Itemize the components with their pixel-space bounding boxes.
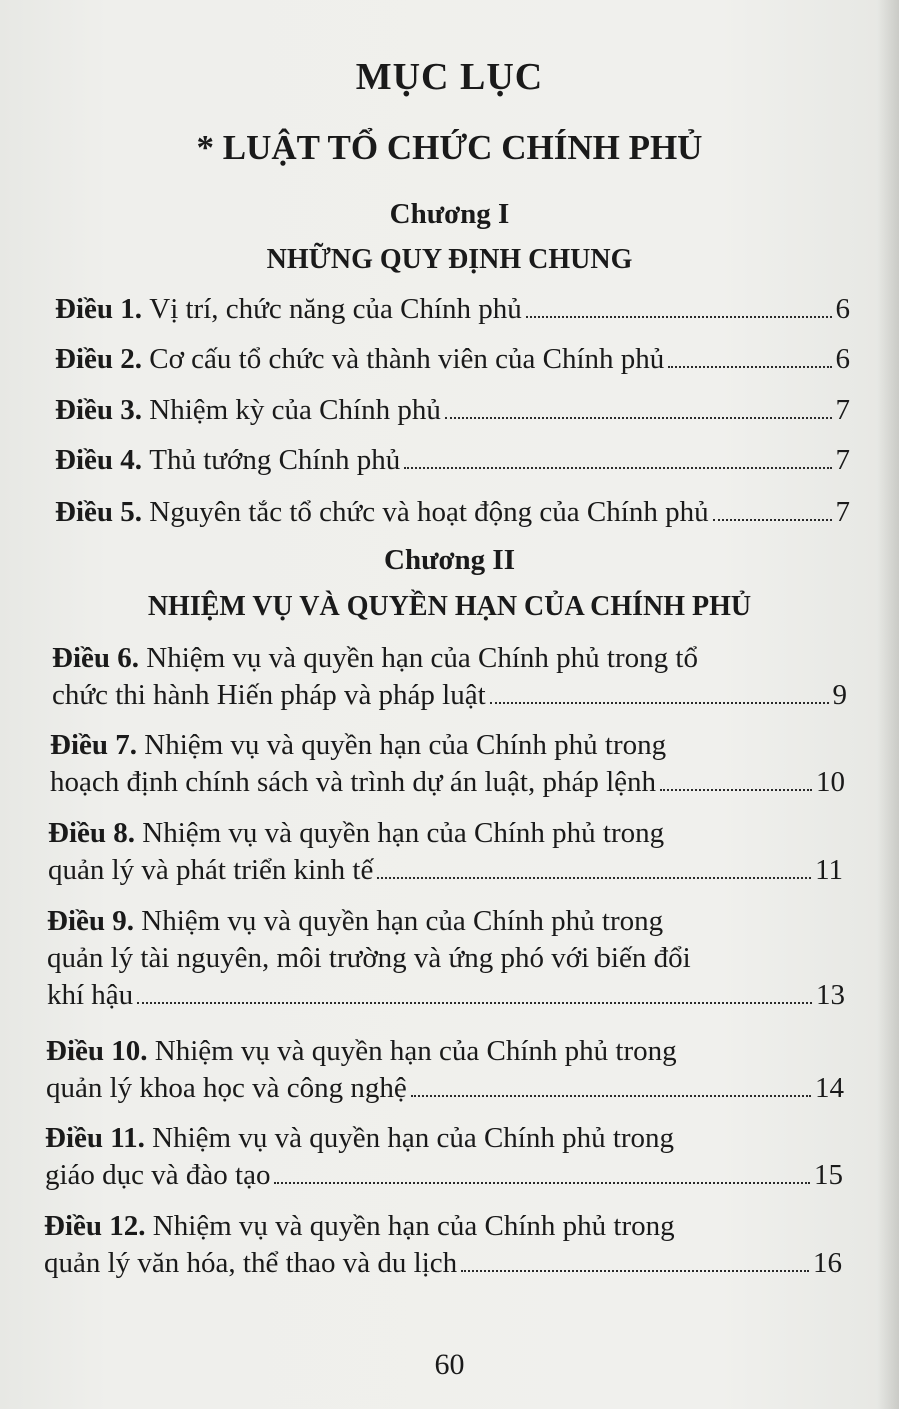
article-title-cont: khí hậu: [47, 979, 134, 1011]
page-ref: 7: [835, 394, 850, 426]
leader-dots: [660, 789, 812, 791]
page-ref: 15: [814, 1159, 843, 1191]
article-title: Vị trí, chức năng của Chính phủ: [149, 293, 522, 325]
page-ref: 11: [815, 854, 843, 886]
article-number: Điều 7.: [50, 729, 137, 761]
article-title: Cơ cấu tổ chức và thành viên của Chính phủ: [149, 343, 665, 375]
article-number: Điều 10.: [46, 1035, 148, 1067]
article-title: Nhiệm vụ và quyền hạn của Chính phủ trong: [144, 729, 667, 761]
article-title-cont: quản lý văn hóa, thể thao và du lịch: [44, 1247, 458, 1279]
article-title: Nhiệm vụ và quyền hạn của Chính phủ trong tổ: [146, 642, 698, 674]
article-title-cont: quản lý khoa học và công nghệ: [46, 1072, 407, 1104]
article-title: Nhiệm kỳ của Chính phủ: [149, 394, 441, 426]
article-number: Điều 2.: [55, 343, 142, 375]
toc-entry-5[interactable]: [55, 494, 850, 531]
page-ref: 16: [813, 1247, 842, 1279]
article-title: Nhiệm vụ và quyền hạn của Chính phủ trong: [142, 817, 665, 849]
article-title: Nguyên tắc tổ chức và hoạt động của Chính phủ: [149, 496, 709, 528]
chapter-1-label: Chương I: [389, 198, 510, 230]
leader-dots: [490, 702, 829, 704]
leader-dots: [668, 366, 831, 368]
page-ref: 6: [835, 343, 850, 375]
toc-entry-12[interactable]: [44, 1208, 842, 1282]
article-number: Điều 8.: [48, 817, 135, 849]
page-ref: 10: [816, 766, 845, 798]
leader-dots: [274, 1182, 810, 1184]
article-number: Điều 12.: [44, 1210, 146, 1242]
toc-entry-11[interactable]: [45, 1120, 843, 1194]
leader-dots: [526, 316, 832, 318]
toc-entry-6[interactable]: [52, 640, 847, 714]
article-title-cont: giáo dục và đào tạo: [45, 1159, 271, 1191]
article-number: Điều 5.: [55, 496, 142, 528]
leader-dots: [411, 1095, 811, 1097]
chapter-2-name: NHIỆM VỤ VÀ QUYỀN HẠN CỦA CHÍNH PHỦ: [147, 591, 752, 622]
article-number: Điều 6.: [52, 642, 139, 674]
article-title: Nhiệm vụ và quyền hạn của Chính phủ trong: [152, 1122, 675, 1154]
leader-dots: [377, 877, 811, 879]
chapter-1-name: NHỮNG QUY ĐỊNH CHUNG: [266, 244, 633, 275]
page-ref: 14: [815, 1072, 844, 1104]
leader-dots: [713, 519, 832, 521]
toc-entry-2[interactable]: [55, 341, 850, 378]
page-ref: 7: [835, 444, 850, 476]
toc-entry-7[interactable]: [50, 727, 845, 801]
page-number: 60: [434, 1348, 465, 1381]
page-ref: 9: [832, 679, 847, 711]
article-title-cont: quản lý tài nguyên, môi trường và ứng phó với biến đổi: [47, 942, 691, 974]
leader-dots: [461, 1270, 809, 1272]
toc-entry-8[interactable]: [48, 815, 843, 889]
toc-entry-9[interactable]: [47, 903, 845, 1014]
toc-entry-10[interactable]: [46, 1033, 844, 1107]
article-title: Nhiệm vụ và quyền hạn của Chính phủ trong: [154, 1035, 677, 1067]
article-title-cont: chức thi hành Hiến pháp và pháp luật: [52, 679, 486, 711]
article-number: Điều 3.: [55, 394, 142, 426]
article-title-cont: quản lý và phát triển kinh tế: [48, 854, 374, 886]
leader-dots: [404, 467, 831, 469]
chapter-2-label: Chương II: [384, 544, 515, 576]
toc-entry-4[interactable]: [55, 442, 850, 479]
article-number: Điều 11.: [45, 1122, 145, 1154]
page-ref: 6: [835, 293, 850, 325]
article-number: Điều 9.: [47, 905, 134, 937]
article-number: Điều 1.: [55, 293, 142, 325]
toc-entry-3[interactable]: [55, 392, 850, 429]
toc-title: MỤC LỤC: [355, 56, 544, 98]
page-ref: 7: [835, 496, 850, 528]
page-ref: 13: [816, 979, 845, 1011]
leader-dots: [445, 417, 832, 419]
article-title: Nhiệm vụ và quyền hạn của Chính phủ trong: [141, 905, 664, 937]
toc-entry-1[interactable]: [55, 291, 850, 328]
article-number: Điều 4.: [55, 444, 142, 476]
leader-dots: [137, 1002, 812, 1004]
article-title: Thủ tướng Chính phủ: [149, 444, 401, 476]
law-title: * LUẬT TỔ CHỨC CHÍNH PHỦ: [196, 128, 703, 167]
article-title: Nhiệm vụ và quyền hạn của Chính phủ trong: [152, 1210, 675, 1242]
article-title-cont: hoạch định chính sách và trình dự án luật, pháp lệnh: [50, 766, 657, 798]
